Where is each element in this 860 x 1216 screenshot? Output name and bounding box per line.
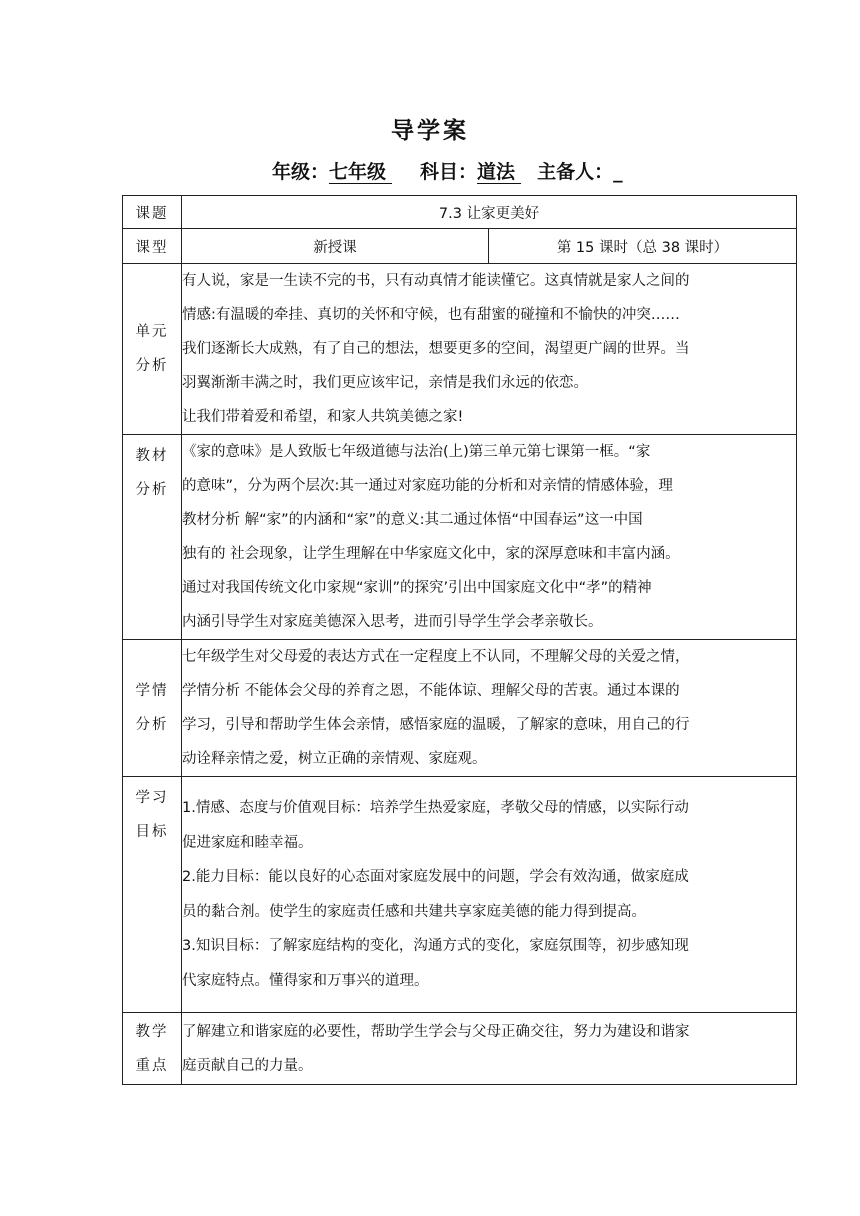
student-line: 学习，引导和帮助学生体会亲情，感悟家庭的温暖，了解家的意味，用自己的行 xyxy=(182,717,690,733)
unit-line: 情感:有温暖的牵挂、真切的关怀和守候，也有甜蜜的碰撞和不愉快的冲突…… xyxy=(182,307,680,323)
grade-label: 年级： xyxy=(272,161,330,183)
row-teaching-focus xyxy=(123,1013,797,1085)
textbook-line: 《家的意味》是人致版七年级道德与法治(上)第三单元第七课第一框。“家 xyxy=(182,444,651,460)
focus-line: 庭贡献自己的力量。 xyxy=(182,1057,313,1074)
preparer-value: _ xyxy=(613,161,623,183)
goals-line: 3.知识目标：了解家庭结构的变化，沟通方式的变化，家庭氛围等，初步感知现 xyxy=(182,938,689,954)
goals-line: 代家庭特点。懂得家和万事兴的道理。 xyxy=(182,972,429,989)
type-value: 新授课 xyxy=(182,229,489,264)
subject-label: 科目： xyxy=(420,161,478,183)
textbook-line: 教材分析 解“家”的内涵和“家”的意义:其二通过体悟“中国春运”这一中国 xyxy=(182,512,643,528)
document-title: 导学案 xyxy=(391,118,469,144)
student-line: 动诠释亲情之爱，树立正确的亲情观、家庭观。 xyxy=(182,751,487,767)
textbook-line: 内涵引导学生对家庭美德深入思考，进而引导学生学会孝亲敬长。 xyxy=(182,614,603,630)
teaching-focus-label xyxy=(123,1013,182,1085)
unit-label-line1: 单元 xyxy=(135,324,169,340)
textbook-line: 通过对我国传统文化巾家规“家训”的探究’引出中国家庭文化中“孝”的精神 xyxy=(182,580,652,596)
unit-label-line2: 分析 xyxy=(135,358,169,374)
textbook-label-line2: 分析 xyxy=(135,482,169,498)
row-unit-analysis xyxy=(123,264,797,435)
topic-label: 课题 xyxy=(123,196,182,229)
grade-value: 七年级 xyxy=(329,161,392,184)
type-label: 课型 xyxy=(123,229,182,264)
unit-line: 羽翼渐渐丰满之时，我们更应该牢记，亲情是我们永远的依恋。 xyxy=(182,375,588,391)
student-label-line1: 学情 xyxy=(135,683,169,699)
row-learning-goals xyxy=(123,777,797,1013)
row-student-analysis xyxy=(123,640,797,777)
student-analysis-label xyxy=(123,640,182,777)
unit-line: 让我们带着爱和希望，和家人共筑美德之家! xyxy=(182,409,464,425)
unit-line: 有人说，家是一生读不完的书，只有动真情才能读懂它。这真情就是家人之间的 xyxy=(182,273,690,289)
period-value: 第 15 课时（总 38 课时） xyxy=(489,229,797,264)
focus-line: 了解建立和谐家庭的必要性，帮助学生学会与父母正确交往，努力为建设和谐家 xyxy=(182,1023,690,1040)
focus-label-line1: 教学 xyxy=(135,1023,169,1040)
row-textbook-analysis xyxy=(123,435,797,640)
document-meta xyxy=(272,158,623,186)
row-type xyxy=(123,229,797,264)
learning-goals-text xyxy=(182,777,797,1013)
textbook-line: 的意味”，分为两个层次:其一通过对家庭功能的分析和对亲情的情感体验，理 xyxy=(182,478,673,494)
textbook-analysis-text xyxy=(182,435,797,640)
teaching-focus-text xyxy=(182,1013,797,1085)
textbook-label-line1: 教材 xyxy=(135,448,169,464)
unit-analysis-label xyxy=(123,264,182,435)
goals-label-line1: 学习 xyxy=(135,790,169,806)
goals-label-line2: 目标 xyxy=(135,824,169,840)
goals-line: 2.能力目标：能以良好的心态面对家庭发展中的问题，学会有效沟通，做家庭成 xyxy=(182,869,689,885)
unit-analysis-text xyxy=(182,264,797,435)
student-line: 七年级学生对父母爱的表达方式在一定程度上不认同，不理解父母的关爱之情， xyxy=(182,649,690,665)
focus-label-line2: 重点 xyxy=(135,1057,169,1074)
goals-line: 1.情感、态度与价值观目标：培养学生热爱家庭，孝敬父母的情感，以实际行动 xyxy=(182,800,689,816)
topic-value: 7.3 让家更美好 xyxy=(182,196,797,229)
subject-value: 道法 xyxy=(477,161,521,184)
textbook-analysis-label xyxy=(123,435,182,640)
row-topic xyxy=(123,196,797,229)
lesson-plan-table xyxy=(122,195,797,1085)
textbook-line: 独有的 社会现象，让学生理解在中华家庭文化中，家的深厚意味和丰富内涵。 xyxy=(182,546,680,562)
goals-line: 促进家庭和睦幸福。 xyxy=(182,834,313,851)
learning-goals-label xyxy=(123,777,182,1013)
student-line: 学情分析 不能体会父母的养育之恩，不能体谅、理解父母的苦衷。通过本课的 xyxy=(182,683,680,699)
student-label-line2: 分析 xyxy=(135,717,169,733)
goals-line: 员的黏合剂。使学生的家庭责任感和共建共享家庭美德的能力得到提高。 xyxy=(182,903,646,920)
preparer-label: 主备人： xyxy=(537,161,614,183)
student-analysis-text xyxy=(182,640,797,777)
unit-line: 我们逐渐长大成熟，有了自己的想法，想要更多的空间，渴望更广阔的世界。当 xyxy=(182,341,690,357)
